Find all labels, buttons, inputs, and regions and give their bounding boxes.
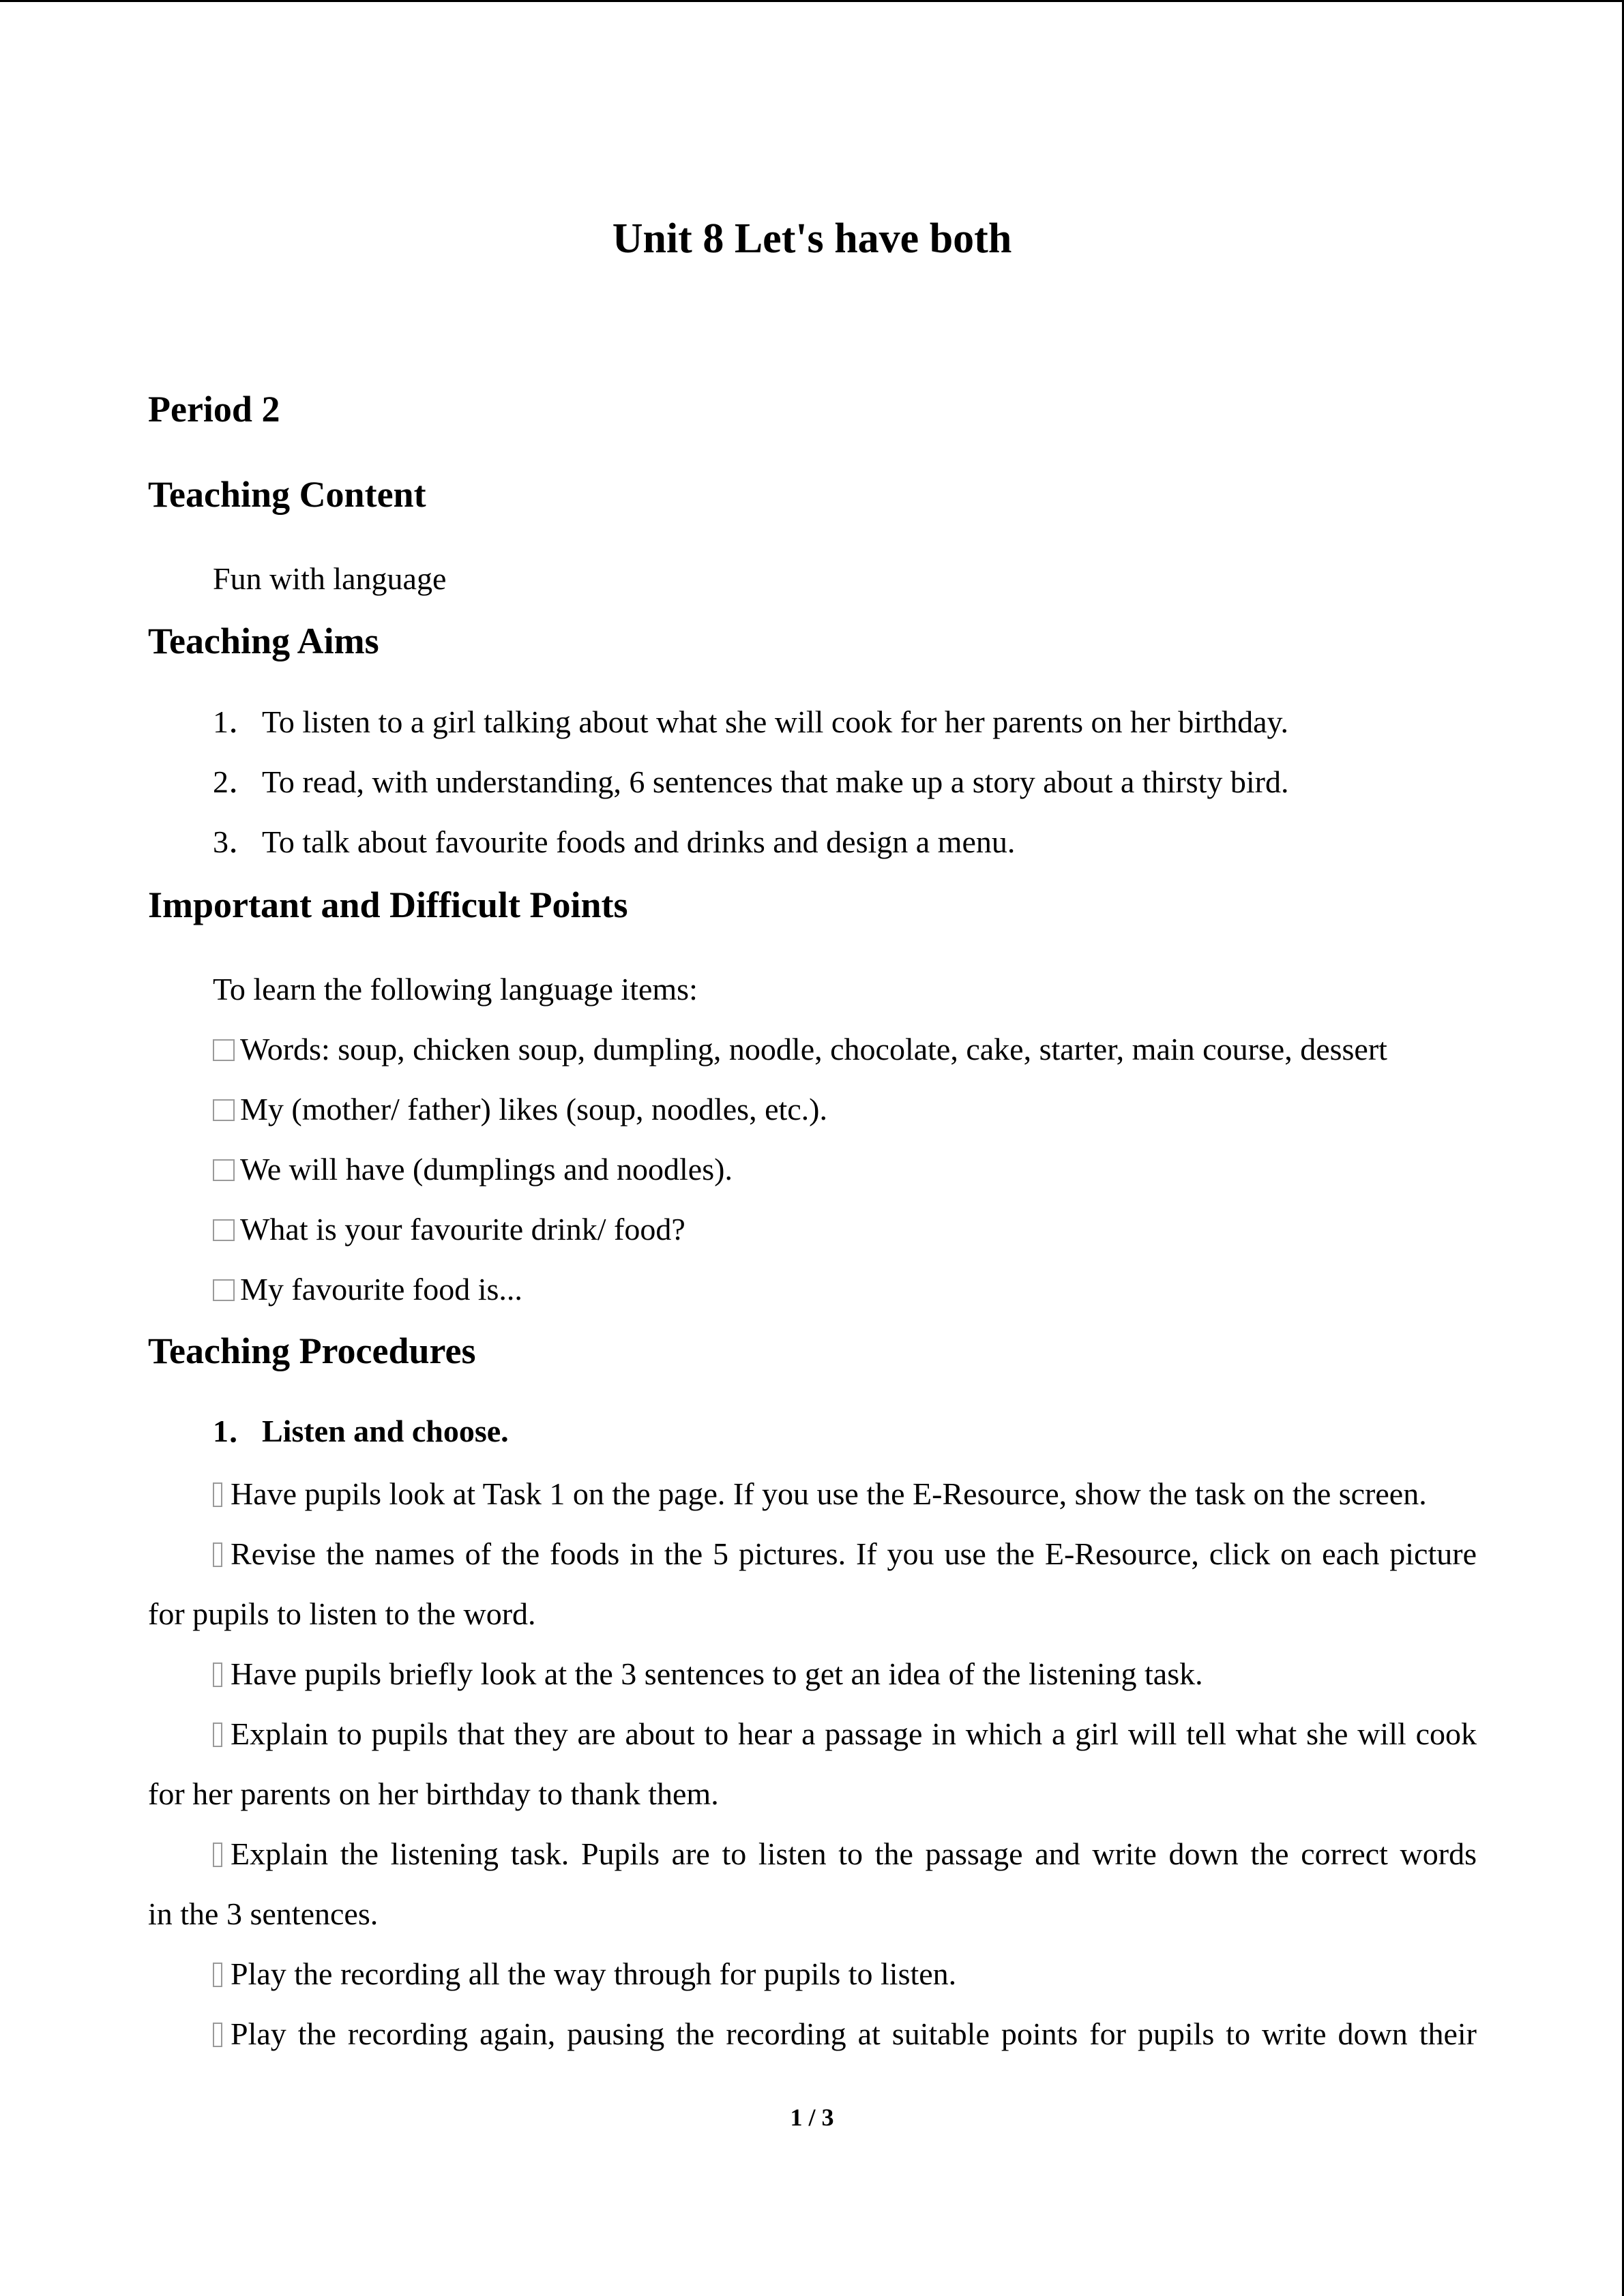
procedure-bullet [213,1534,1477,1575]
step-number: 1． [213,1414,260,1448]
aim-text: To talk about favourite foods and drinks and design a menu. [262,824,1016,859]
step-title-text: Listen and choose. [262,1414,509,1448]
bullet-icon [213,1843,222,1867]
language-item-text: Words: soup, chicken soup, dumpling, noodle, chocolate, cake, starter, main course, dessert [240,1032,1387,1067]
procedure-bullet-text: Have pupils briefly look at the 3 sentences to get an idea of the listening task. [231,1656,1203,1691]
language-item-text: What is your favourite drink/ food? [240,1212,685,1247]
procedure-bullet-text: Explain the listening task. Pupils are to listen to the passage and write down the correct words [231,1836,1477,1871]
procedure-bullet-continuation: for her parents on her birthday to thank them. [148,1776,719,1811]
procedure-bullet [213,1714,1477,1755]
procedure-bullet-text: Explain to pupils that they are about to hear a passage in which a girl will tell what she will cook [231,1716,1477,1751]
bullet-icon [213,1542,222,1567]
aim-item [213,702,1288,743]
procedure-bullet-text: Play the recording again, pausing the recording at suitable points for pupils to write down their [231,2016,1477,2051]
important-points-heading: Important and Difficult Points [148,884,628,925]
aim-number: 3． [213,824,260,859]
procedure-bullet [213,1474,1427,1515]
procedure-bullet-continuation: for pupils to listen to the word. [148,1596,536,1631]
bullet-icon [213,1482,222,1507]
procedure-bullet [213,1834,1477,1875]
procedure-bullet [213,2014,1477,2055]
checkbox-icon [213,1279,235,1301]
checkbox-icon [213,1219,235,1241]
aim-item [213,822,1015,863]
language-item-text: My favourite food is... [240,1272,522,1307]
procedure-bullet-text: Play the recording all the way through for pupils to listen. [231,1956,957,1991]
procedure-bullet-text: Have pupils look at Task 1 on the page. If you use the E-Resource, show the task on the screen. [231,1476,1427,1511]
teaching-content-text: Fun with language [213,561,447,596]
language-item-text: My (mother/ father) likes (soup, noodles, etc.). [240,1092,827,1127]
procedure-bullet-text: Revise the names of the foods in the 5 pictures. If you use the E-Resource, click on each picture [231,1536,1477,1571]
language-item [213,1209,685,1250]
procedure-bullet-continuation: in the 3 sentences. [148,1896,379,1931]
bullet-icon [213,2023,222,2047]
language-item [213,1269,522,1310]
aim-number: 2． [213,764,260,799]
period-heading: Period 2 [148,389,280,430]
procedure-bullet [213,1654,1203,1695]
teaching-procedures-heading: Teaching Procedures [148,1330,476,1371]
checkbox-icon [213,1099,235,1121]
language-item [213,1029,1387,1070]
aim-text: To read, with understanding, 6 sentences that make up a story about a thirsty bird. [262,764,1289,799]
page-number: 1 / 3 [790,2104,834,2131]
checkbox-icon [213,1159,235,1181]
important-points-intro: To learn the following language items: [213,972,698,1007]
bullet-icon [213,1963,222,1987]
teaching-content-heading: Teaching Content [148,474,426,515]
language-item [213,1089,827,1130]
document-title: Unit 8 Let's have both [612,215,1012,262]
aim-text: To listen to a girl talking about what she will cook for her parents on her birthday. [262,704,1289,739]
bullet-icon [213,1723,222,1747]
teaching-aims-heading: Teaching Aims [148,621,379,661]
language-item-text: We will have (dumplings and noodles). [240,1152,733,1187]
checkbox-icon [213,1039,235,1061]
language-item [213,1149,733,1190]
bullet-icon [213,1663,222,1687]
aim-number: 1． [213,704,260,739]
procedure-bullet [213,1954,956,1995]
aim-item [213,762,1288,803]
step-title [213,1411,509,1452]
